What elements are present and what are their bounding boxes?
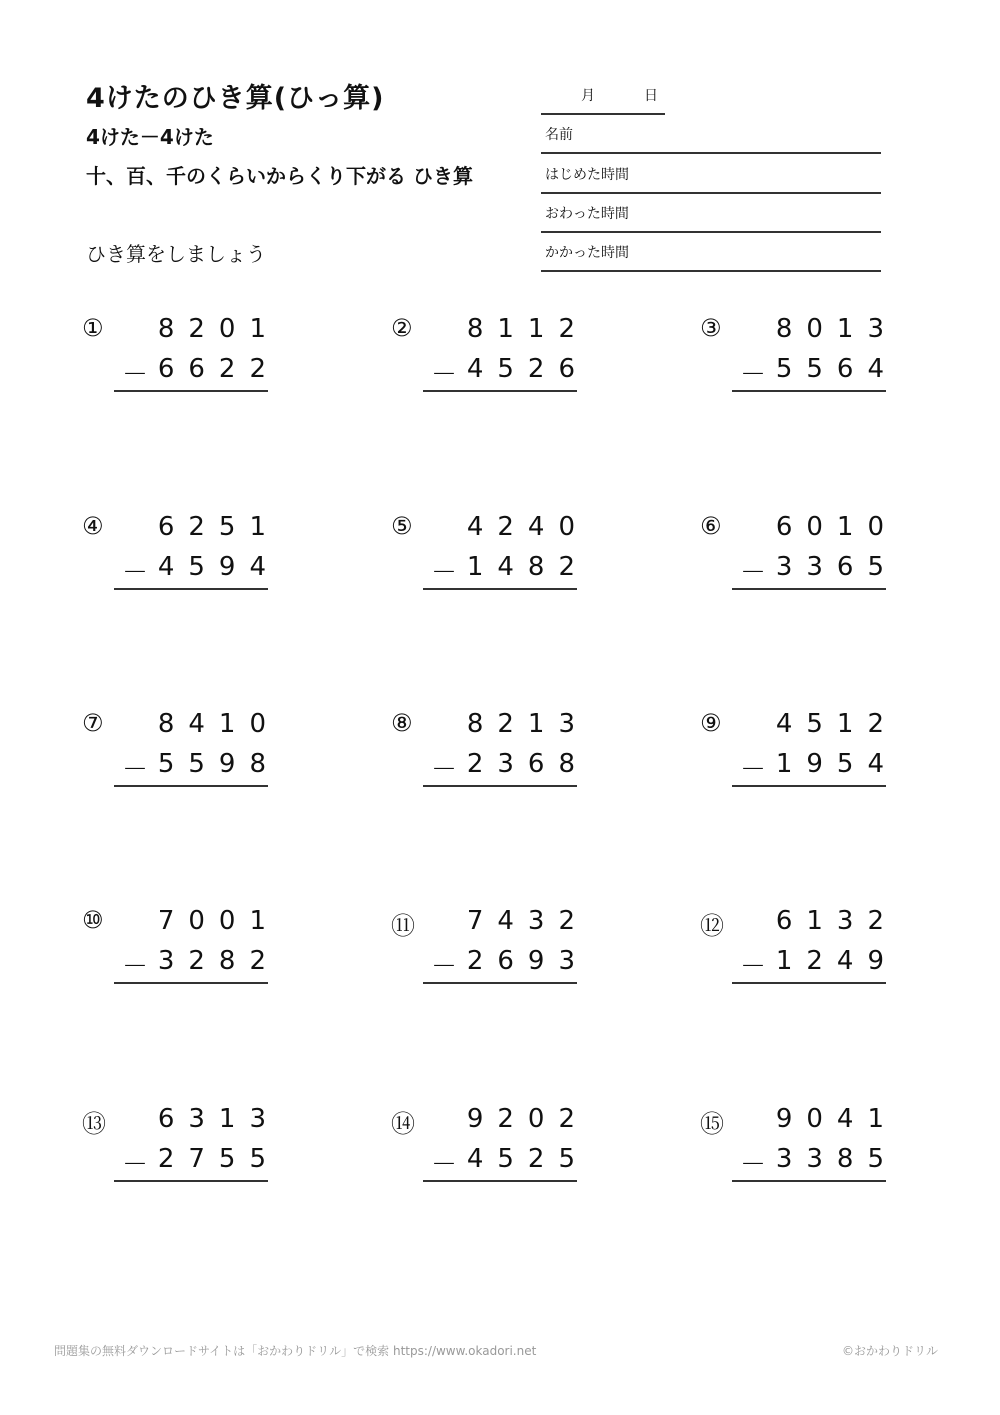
problem-number: ⑭ [391,1110,415,1138]
problem-number: ⑨ [700,709,722,737]
problem-5 [391,512,595,602]
minuend: 9041 [775,1104,898,1134]
minuend-row [732,1104,898,1136]
minus-sign: － [122,558,149,588]
subtrahend-row [732,552,898,588]
minuend-row [423,1104,589,1136]
problem-number: ④ [82,512,104,540]
problem-11 [391,906,595,996]
minuend: 4512 [775,709,898,739]
minus-sign: － [431,1150,458,1180]
duration-label: かかった時間 [545,245,629,261]
problem-number: ⑫ [700,912,724,940]
answer-line[interactable] [114,785,268,787]
problem-number: ⑤ [391,512,413,540]
minus-sign: － [740,360,767,390]
problem-2 [391,314,595,404]
answer-line[interactable] [732,982,886,984]
minuend-row [114,906,280,938]
minus-sign: － [740,558,767,588]
minuend-row [114,512,280,544]
end-time-label: おわった時間 [545,206,629,222]
problem-4 [82,512,286,602]
minuend-row [423,709,589,741]
month-label: 月 [581,88,595,104]
instruction-text: ひき算をしましょう [86,242,266,266]
problem-3 [700,314,904,404]
answer-line[interactable] [114,390,268,392]
subtrahend: 2368 [466,749,589,779]
minus-sign: － [122,952,149,982]
day-label: 日 [644,88,658,104]
minus-sign: － [431,755,458,785]
answer-line[interactable] [114,982,268,984]
minuend: 8201 [157,314,280,344]
minus-sign: － [122,1150,149,1180]
minuend-row [114,1104,280,1136]
problem-12 [700,906,904,996]
subtrahend: 4525 [466,1144,589,1174]
minuend: 4240 [466,512,589,542]
minus-sign: － [122,360,149,390]
subtrahend-row [114,749,280,785]
minus-sign: － [740,952,767,982]
subtrahend: 2755 [157,1144,280,1174]
answer-line[interactable] [114,588,268,590]
minuend-row [732,709,898,741]
name-label: 名前 [545,127,573,143]
subtrahend: 4594 [157,552,280,582]
subtrahend-row [732,749,898,785]
problem-1 [82,314,286,404]
subtrahend: 3365 [775,552,898,582]
subtrahend: 1249 [775,946,898,976]
start-time-label: はじめた時間 [545,167,629,183]
problem-number: ① [82,314,104,342]
subtrahend-row [114,552,280,588]
problem-7 [82,709,286,799]
name-field[interactable] [541,114,881,154]
answer-line[interactable] [423,1180,577,1182]
minus-sign: － [431,360,458,390]
minuend-row [732,314,898,346]
answer-line[interactable] [732,785,886,787]
subtrahend-row [732,1144,898,1180]
minuend-row [114,314,280,346]
duration-field[interactable] [541,232,881,272]
minuend-row [423,314,589,346]
problem-number: ② [391,314,413,342]
minuend-row [732,512,898,544]
problem-8 [391,709,595,799]
answer-line[interactable] [423,390,577,392]
minuend: 6010 [775,512,898,542]
worksheet-topic: 十、百、千のくらいからくり下がる ひき算 [86,164,473,188]
minuend: 6132 [775,906,898,936]
minuend: 8410 [157,709,280,739]
minuend: 8112 [466,314,589,344]
subtrahend-row [423,749,589,785]
minus-sign: － [122,755,149,785]
minuend: 6251 [157,512,280,542]
subtrahend: 4526 [466,354,589,384]
problem-9 [700,709,904,799]
date-field[interactable] [541,84,665,115]
minuend-row [423,512,589,544]
minuend: 9202 [466,1104,589,1134]
footer-site-text: 問題集の無料ダウンロードサイトは「おかわりドリル」で検索 https://www.okadori.net [54,1344,537,1358]
subtrahend-row [732,354,898,390]
subtrahend: 3385 [775,1144,898,1174]
minuend-row [732,906,898,938]
answer-line[interactable] [732,1180,886,1182]
minus-sign: － [740,1150,767,1180]
answer-line[interactable] [732,588,886,590]
footer-copyright: ©おかわりドリル [841,1344,938,1358]
answer-line[interactable] [732,390,886,392]
subtrahend: 1482 [466,552,589,582]
minuend: 8013 [775,314,898,344]
subtrahend: 3282 [157,946,280,976]
subtrahend-row [114,354,280,390]
subtrahend-row [423,1144,589,1180]
minuend: 8213 [466,709,589,739]
problem-number: ⑮ [700,1110,724,1138]
minuend: 6313 [157,1104,280,1134]
problem-15 [700,1104,904,1194]
minuend: 7001 [157,906,280,936]
end-time-field[interactable] [541,193,881,233]
subtrahend-row [423,946,589,982]
subtrahend: 5564 [775,354,898,384]
problem-14 [391,1104,595,1194]
subtrahend-row [114,946,280,982]
subtrahend-row [423,354,589,390]
minus-sign: － [740,755,767,785]
start-time-field[interactable] [541,154,881,194]
worksheet-subtitle: 4けた－4けた [86,125,214,149]
problem-number: ⑩ [82,906,104,934]
minus-sign: － [431,952,458,982]
answer-line[interactable] [423,588,577,590]
answer-line[interactable] [423,982,577,984]
subtrahend: 6622 [157,354,280,384]
problem-13 [82,1104,286,1194]
problem-number: ⑥ [700,512,722,540]
minuend-row [114,709,280,741]
problem-number: ③ [700,314,722,342]
problem-10 [82,906,286,996]
problem-6 [700,512,904,602]
subtrahend-row [732,946,898,982]
problem-number: ⑬ [82,1110,106,1138]
problem-number: ⑧ [391,709,413,737]
worksheet-title: 4けたのひき算(ひっ算) [86,83,385,114]
answer-line[interactable] [114,1180,268,1182]
problem-number: ⑦ [82,709,104,737]
minus-sign: － [431,558,458,588]
problem-number: ⑪ [391,912,415,940]
subtrahend-row [114,1144,280,1180]
minuend: 7432 [466,906,589,936]
minuend-row [423,906,589,938]
answer-line[interactable] [423,785,577,787]
subtrahend: 5598 [157,749,280,779]
subtrahend: 1954 [775,749,898,779]
subtrahend-row [423,552,589,588]
subtrahend: 2693 [466,946,589,976]
